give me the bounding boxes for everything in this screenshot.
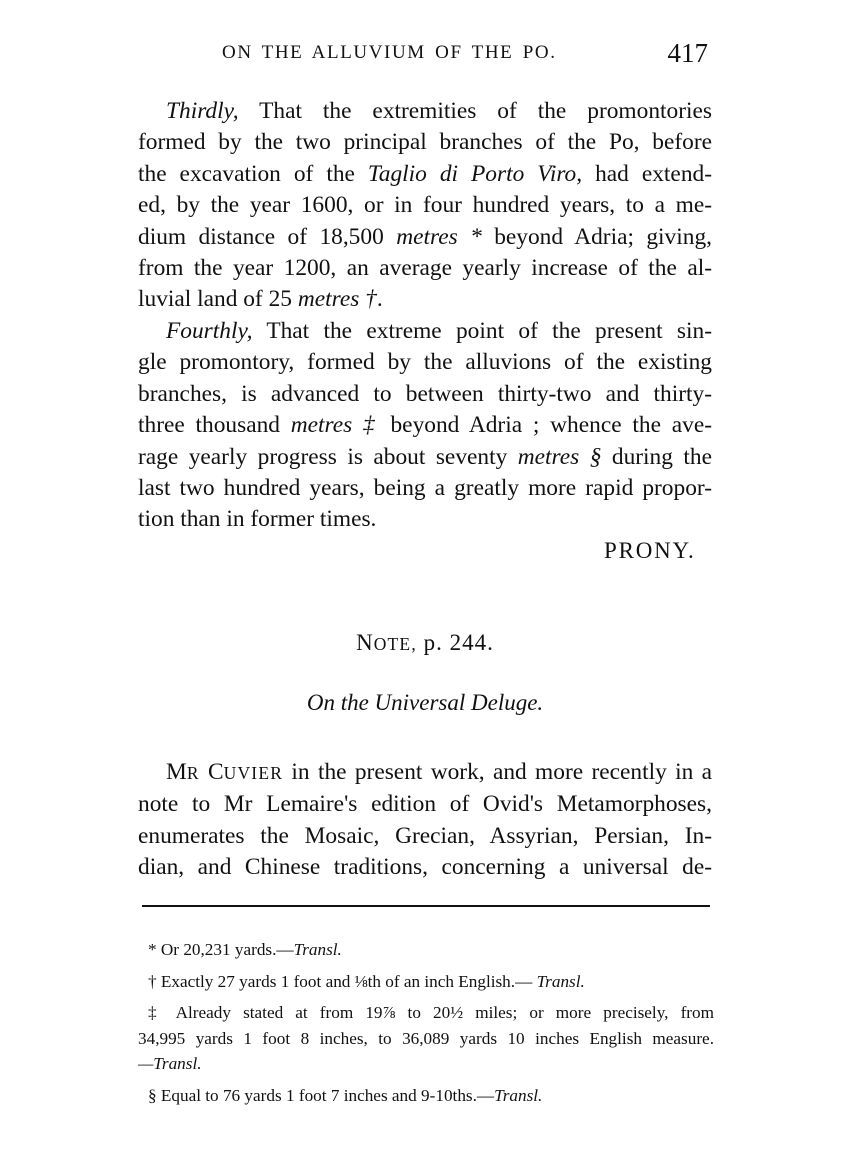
note-subtitle: On the Universal Deluge. bbox=[306, 690, 544, 715]
text-line: dian, and Chinese traditions, concerning a universal de- bbox=[138, 854, 712, 881]
footnote-rule bbox=[142, 905, 710, 907]
signature-initial: P bbox=[604, 538, 619, 563]
paragraph-thirdly bbox=[138, 96, 712, 316]
unit-metres: metres † bbox=[297, 286, 377, 313]
text-line bbox=[138, 222, 712, 253]
signature-prony bbox=[604, 538, 696, 564]
paragraph-fourthly bbox=[138, 316, 712, 536]
text-line: from the year 1200, an average yearly increase of the al- bbox=[138, 255, 712, 282]
text-line bbox=[138, 159, 712, 190]
footnote-text: § Equal to 76 yards 1 foot 7 inches and 9-10ths.— bbox=[148, 1085, 495, 1105]
text-line: gle promontory, formed by the alluvions of the existing bbox=[138, 349, 712, 376]
text-line: ed, by the year 1600, or in four hundred years, to a me- bbox=[138, 192, 712, 219]
heading-page: p. 244. bbox=[416, 630, 494, 655]
unit-metres: metres § bbox=[517, 443, 602, 470]
text-fragment: in the present work, and more recently in a bbox=[283, 759, 712, 785]
fourthly-lead: Fourthly, bbox=[166, 318, 253, 344]
footnote-text: † Exactly 27 yards 1 foot and ⅛th of an inch English.— bbox=[148, 971, 537, 991]
mr-initial: M bbox=[166, 759, 187, 785]
note-heading bbox=[0, 630, 850, 656]
text-line: formed by the two principal branches of the Po, before bbox=[138, 129, 712, 156]
unit-metres: metres ‡ bbox=[290, 412, 380, 439]
unit-metres: metres * bbox=[396, 223, 482, 250]
text-fragment: three thousand bbox=[138, 412, 291, 439]
footnote-3 bbox=[138, 1000, 714, 1077]
text-fragment: . bbox=[376, 286, 383, 313]
place-name: Taglio di Porto Viro, bbox=[367, 160, 583, 187]
text-fragment: rage yearly progress is about seventy bbox=[138, 443, 518, 470]
text-line: enumerates the Mosaic, Grecian, Assyrian, Persian, In- bbox=[138, 822, 712, 849]
heading-initial: N bbox=[356, 630, 374, 655]
text-fragment: beyond Adria ; whence the ave- bbox=[379, 412, 712, 439]
page-number: 417 bbox=[667, 38, 708, 68]
text-fragment: dium distance of 18,500 bbox=[138, 223, 397, 250]
text-line bbox=[138, 284, 712, 315]
text-line bbox=[138, 442, 712, 473]
text-fragment: during the bbox=[601, 443, 712, 470]
footnote-4 bbox=[138, 1083, 714, 1109]
cuvier-rest: UVIER bbox=[223, 763, 284, 783]
text-line: tion than in former times. bbox=[138, 506, 377, 533]
footnote-2 bbox=[138, 969, 714, 995]
footnote-line: ‡ Already stated at from 19⅞ to 20½ miles; or more precisely, from bbox=[148, 1003, 714, 1022]
footnotes bbox=[138, 937, 714, 1108]
text-line bbox=[138, 757, 712, 789]
footnote-transl: Transl. bbox=[494, 1085, 543, 1105]
footnote-transl: —Transl. bbox=[138, 1054, 202, 1073]
paragraph-cuvier bbox=[138, 757, 712, 884]
footnote-transl: Transl. bbox=[536, 971, 585, 991]
text-fragment: luvial land of 25 bbox=[138, 286, 298, 313]
running-head bbox=[138, 38, 710, 72]
text-line: last two hundred years, being a greatly more rapid propor- bbox=[138, 475, 712, 502]
text-line bbox=[138, 410, 712, 441]
thirdly-lead: Thirdly, bbox=[166, 98, 239, 124]
text-line: note to Mr Lemaire's edition of Ovid's Metamorphoses, bbox=[138, 791, 712, 818]
mr-rest: R bbox=[186, 763, 200, 783]
text-fragment: the excavation of the bbox=[138, 160, 368, 187]
text-fragment: had extend- bbox=[582, 160, 712, 187]
running-title: ON THE ALLUVIUM OF THE PO. bbox=[222, 42, 557, 63]
footnote-1 bbox=[138, 937, 714, 963]
text-fragment: That the extreme point of the present sin- bbox=[266, 318, 712, 344]
cuvier-initial: C bbox=[199, 759, 224, 785]
text-line: branches, is advanced to between thirty-two and thirty- bbox=[138, 380, 712, 407]
signature-rest: RONY. bbox=[618, 538, 696, 563]
footnote-text: * Or 20,231 yards.— bbox=[148, 940, 294, 959]
footnote-transl: Transl. bbox=[293, 940, 342, 959]
heading-rest: OTE, bbox=[373, 634, 417, 654]
text-line: That the extremities of the promontories bbox=[259, 98, 712, 124]
text-fragment: beyond Adria; giving, bbox=[481, 223, 712, 250]
footnote-line: 34,995 yards 1 foot 8 inches, to 36,089 yards 10 inches English measure. bbox=[138, 1028, 714, 1048]
